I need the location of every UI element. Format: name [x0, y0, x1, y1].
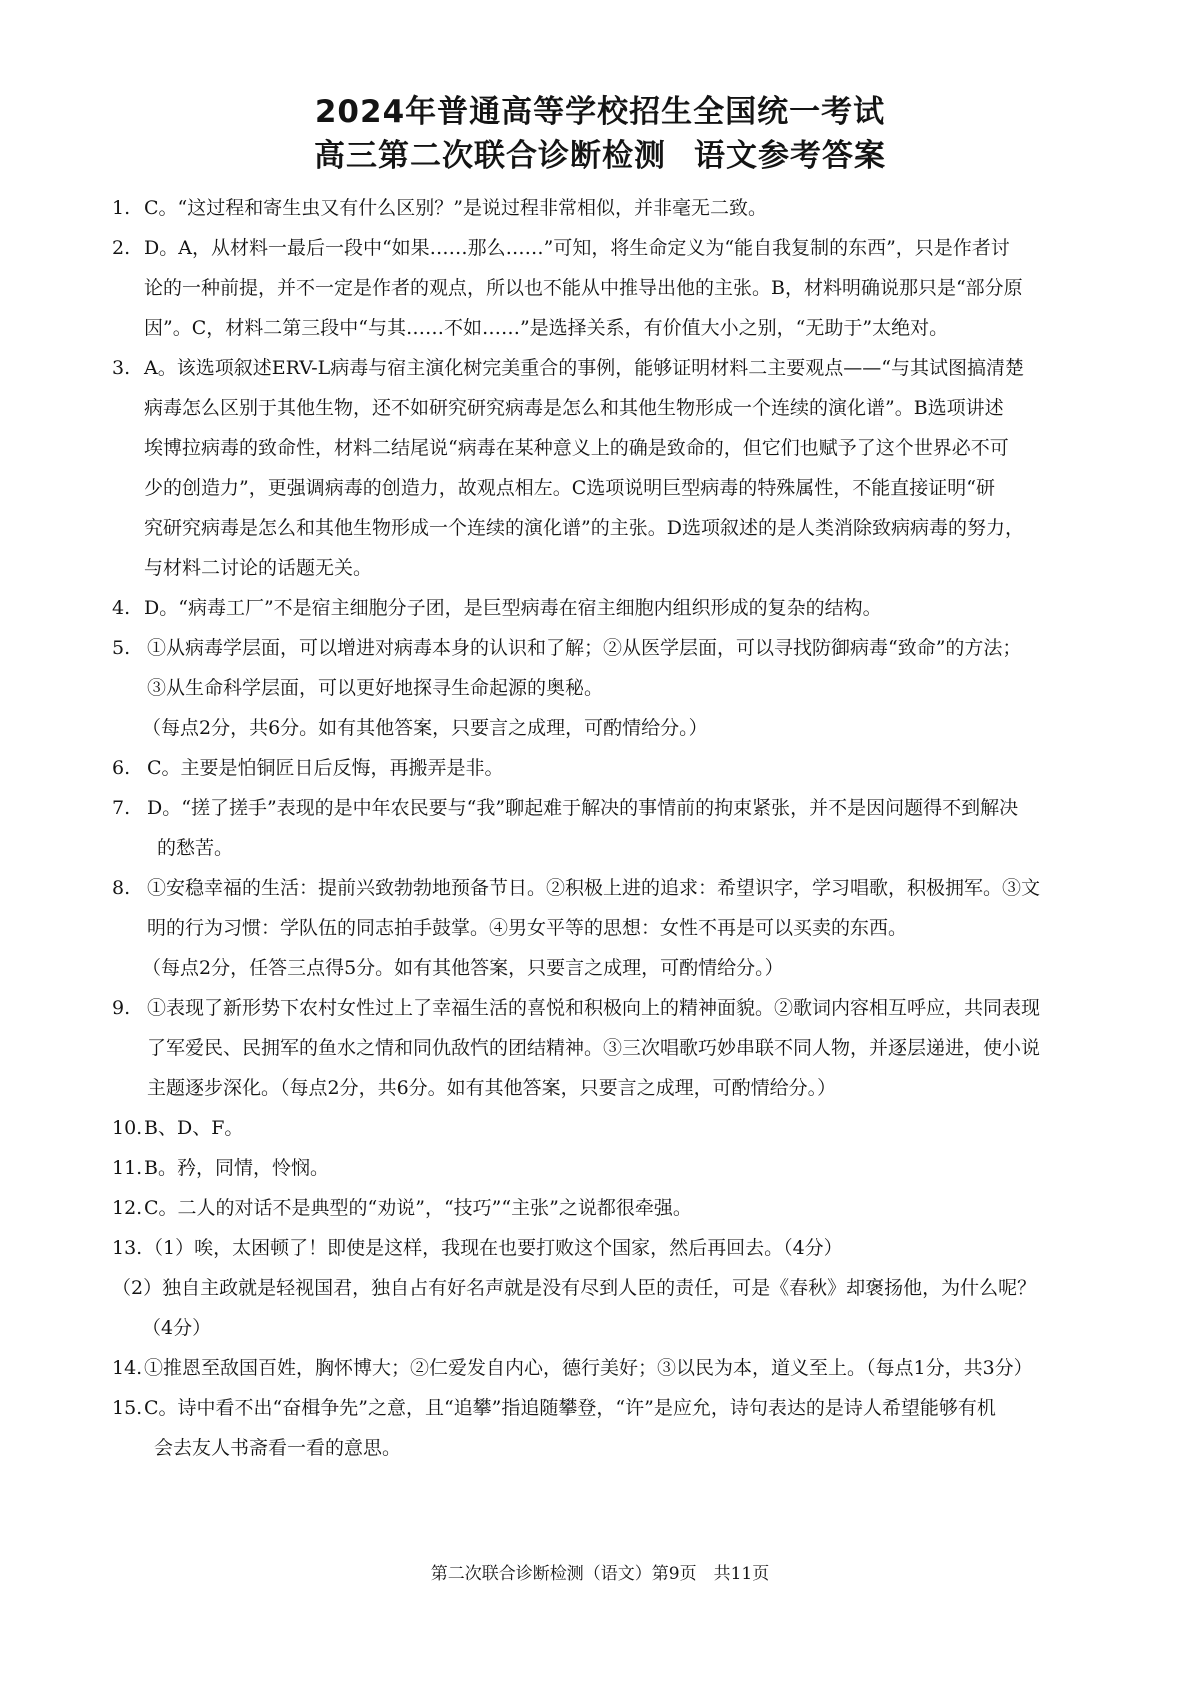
question-number: 4. — [112, 597, 131, 619]
answer-line: 主题逐步深化。（每点2分，共6分。如有其他答案，只要言之成理，可酌情给分。） — [147, 1077, 837, 1099]
answer-line: 埃博拉病毒的致命性，材料二结尾说“病毒在某种意义上的确是致命的，但它们也赋予了这个世界必不可 — [144, 437, 1009, 459]
answer-item — [112, 748, 1122, 788]
answer-line: （4分） — [142, 1317, 212, 1339]
answer-line: C。主要是怕铜匠日后反悔，再搬弄是非。 — [147, 757, 504, 779]
answer-line: ③从生命科学层面，可以更好地探寻生命起源的奥秘。 — [147, 677, 604, 699]
answer-item — [112, 1108, 1122, 1148]
question-number: 10. — [112, 1117, 143, 1139]
answer-item — [112, 988, 1122, 1108]
answer-line: （1）唉，太困顿了！即使是这样，我现在也要打败这个国家，然后再回去。（4分） — [144, 1237, 843, 1259]
question-number: 12. — [112, 1197, 143, 1219]
answer-item — [112, 228, 1122, 348]
answer-item — [112, 788, 1122, 868]
answer-line: ①表现了新形势下农村女性过上了幸福生活的喜悦和积极向上的精神面貌。②歌词内容相互呼应，共同表现 — [147, 997, 1041, 1019]
page-title-line2 — [0, 136, 1200, 176]
question-number: 13. — [112, 1237, 143, 1259]
answer-item — [112, 1188, 1122, 1228]
answers-list — [112, 188, 1122, 1468]
answer-item — [112, 588, 1122, 628]
answer-item — [112, 868, 1122, 988]
answer-line: 明的行为习惯：学队伍的同志拍手鼓掌。④男女平等的思想：女性不再是可以买卖的东西。 — [147, 917, 908, 939]
answer-item — [112, 1348, 1122, 1388]
answer-item — [112, 1228, 1122, 1348]
question-number: 14. — [112, 1357, 143, 1379]
answer-line: C。“这过程和寄生虫又有什么区别？”是说过程非常相似，并非毫无二致。 — [144, 197, 767, 219]
answer-item — [112, 348, 1122, 588]
question-number: 9. — [112, 997, 131, 1019]
subject-name: 语文参考答案 — [694, 138, 886, 174]
answer-line: 因”。C，材料二第三段中“与其……不如……”是选择关系，有价值大小之别，“无助于”太绝对。 — [144, 317, 949, 339]
question-number: 7. — [112, 797, 131, 819]
answer-line: ①推恩至敌国百姓，胸怀博大；②仁爱发自内心，德行美好；③以民为本，道义至上。（每点1分，共3分） — [144, 1357, 1033, 1379]
answer-item — [112, 188, 1122, 228]
answer-line: 的愁苦。 — [157, 837, 234, 859]
question-number: 15. — [112, 1397, 143, 1419]
answer-line: A。该选项叙述ERV-L病毒与宿主演化树完美重合的事例，能够证明材料二主要观点——“与其试图搞清楚 — [144, 357, 1024, 379]
answer-line: D。“搓了搓手”表现的是中年农民要与“我”聊起难于解决的事情前的拘束紧张，并不是因问题得不到解决 — [147, 797, 1019, 819]
answer-line: ①安稳幸福的生活：提前兴致勃勃地预备节日。②积极上进的追求：希望识字，学习唱歌，积极拥军。③文 — [147, 877, 1041, 899]
answer-line: D。“病毒工厂”不是宿主细胞分子团，是巨型病毒在宿主细胞内组织形成的复杂的结构。 — [144, 597, 882, 619]
question-number: 5. — [112, 637, 131, 659]
answer-line: B、D、F。 — [144, 1117, 244, 1139]
answer-line: 会去友人书斋看一看的意思。 — [154, 1437, 402, 1459]
answer-line: （2）独自主政就是轻视国君，独自占有好名声就是没有尽到人臣的责任，可是《春秋》却褒扬他，为什么呢？ — [112, 1277, 1037, 1299]
question-number: 1. — [112, 197, 131, 219]
scoring-note: （每点2分，共6分。如有其他答案，只要言之成理，可酌情给分。） — [142, 717, 708, 739]
answer-line: 少的创造力”，更强调病毒的创造力，故观点相左。C选项说明巨型病毒的特殊属性，不能直接证明“研 — [144, 477, 995, 499]
answer-line: 病毒怎么区别于其他生物，还不如研究研究病毒是怎么和其他生物形成一个连续的演化谱”。B选项讲述 — [144, 397, 1004, 419]
answer-line: 论的一种前提，并不一定是作者的观点，所以也不能从中推导出他的主张。B，材料明确说那只是“部分原 — [144, 277, 1023, 299]
answer-line: D。A，从材料一最后一段中“如果……那么……”可知，将生命定义为“能自我复制的东西”，只是作者讨 — [144, 237, 1010, 259]
answer-line: B。矜，同情，怜悯。 — [144, 1157, 329, 1179]
answer-item — [112, 1388, 1122, 1468]
answer-line: ①从病毒学层面，可以增进对病毒本身的认识和了解；②从医学层面，可以寻找防御病毒“致命”的方法； — [147, 637, 1022, 659]
question-number: 11. — [112, 1157, 143, 1179]
exam-name: 高三第二次联合诊断检测 — [314, 138, 666, 174]
page-title-line1: 2024年普通高等学校招生全国统一考试 — [314, 94, 886, 130]
question-number: 6. — [112, 757, 131, 779]
answer-line: 究研究病毒是怎么和其他生物形成一个连续的演化谱”的主张。D选项叙述的是人类消除致病病毒的努力， — [144, 517, 1024, 539]
scoring-note: （每点2分，任答三点得5分。如有其他答案，只要言之成理，可酌情给分。） — [142, 957, 784, 979]
page-footer: 第二次联合诊断检测（语文）第9页 共11页 — [430, 1564, 770, 1584]
answer-line: C。二人的对话不是典型的“劝说”，“技巧”“主张”之说都很牵强。 — [144, 1197, 692, 1219]
question-number: 8. — [112, 877, 131, 899]
answer-line: 了军爱民、民拥军的鱼水之情和同仇敌忾的团结精神。③三次唱歌巧妙串联不同人物，并逐层递进，使小说 — [147, 1037, 1041, 1059]
question-number: 3. — [112, 357, 131, 379]
answer-item — [112, 1148, 1122, 1188]
answer-line: C。诗中看不出“奋楫争先”之意，且“追攀”指追随攀登，“许”是应允，诗句表达的是诗人希望能够有机 — [144, 1397, 996, 1419]
question-number: 2. — [112, 237, 131, 259]
answer-line: 与材料二讨论的话题无关。 — [144, 557, 373, 579]
answer-item — [112, 628, 1122, 748]
